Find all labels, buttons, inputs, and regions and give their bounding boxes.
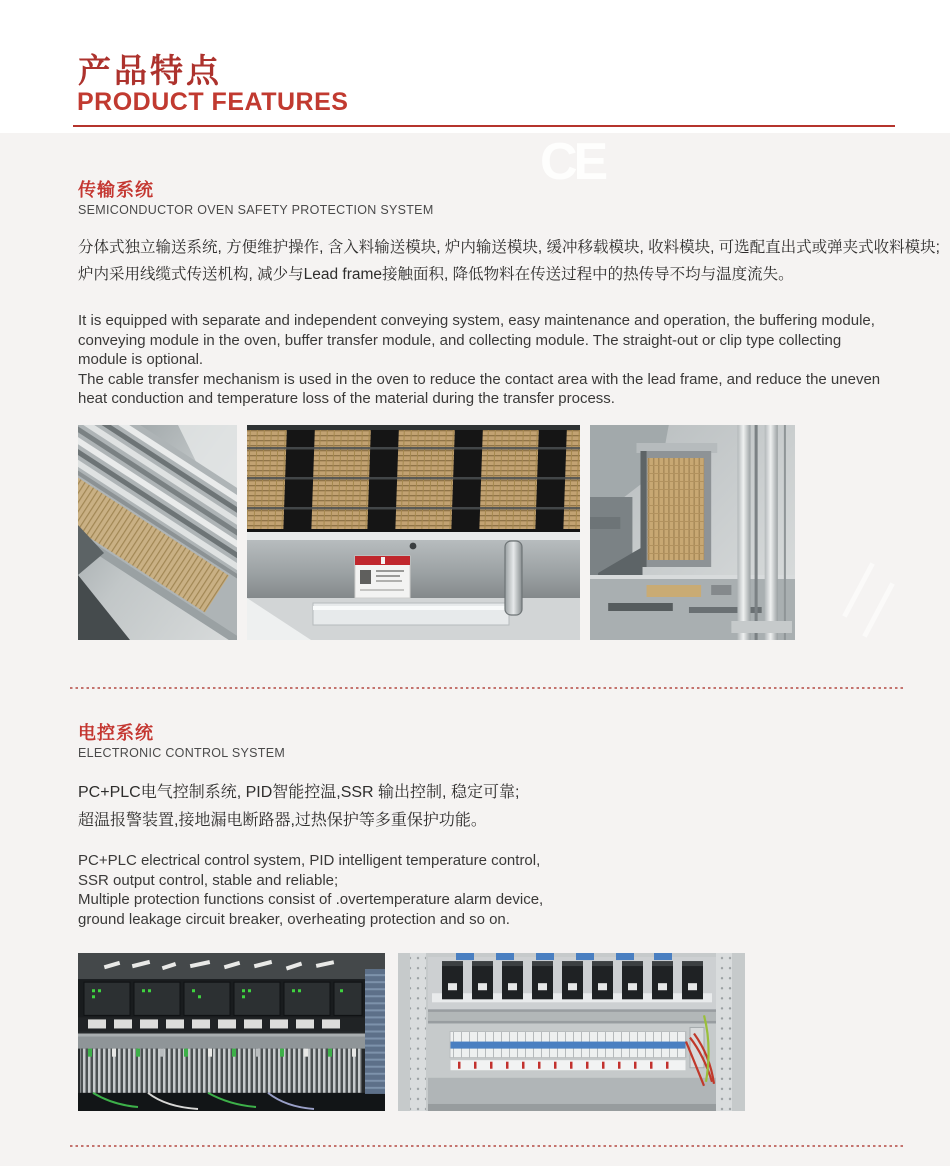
zh-line: 超温报警装置,接地漏电断路器,过热保护等多重保护功能。 — [78, 812, 487, 829]
conveyor-rails-photo-art — [78, 425, 237, 640]
conveyor-rails-photo — [78, 425, 237, 640]
oven-mesh-belt-photo — [247, 425, 580, 640]
section-transport-en-paragraph — [78, 311, 880, 409]
section-control-subtitle-en: ELECTRONIC CONTROL SYSTEM — [78, 746, 286, 760]
section-divider — [70, 687, 906, 689]
section-control-title-zh: 电控系统 — [78, 723, 154, 743]
en-line: The cable transfer mechanism is used in the oven to reduce the contact area with the lead frame, and reduce the uneven — [78, 370, 881, 388]
section-control-en-paragraph — [78, 851, 543, 929]
en-line: module is optional. — [78, 351, 204, 368]
oven-mesh-belt-photo-art — [247, 425, 580, 640]
section-transport-zh-paragraph — [78, 234, 940, 288]
breaker-terminal-panel-photo — [398, 953, 745, 1111]
zh-line: PC+PLC电气控制系统, PID智能控温,SSR 输出控制, 稳定可靠; — [78, 784, 520, 801]
zh-line: 分体式独立输送系统, 方便维护操作, 含入料输送模块, 炉内输送模块, 缓冲移载模块, 收料模块, 可选配直出式或弹夹式收料模块; — [78, 239, 940, 256]
page-title-zh: 产品特点 — [78, 52, 222, 89]
page-title-en: PRODUCT FEATURES — [77, 88, 349, 116]
watermark-slash-icon — [842, 562, 875, 617]
page-header — [0, 0, 950, 133]
plc-control-cabinet-photo — [78, 953, 385, 1111]
collecting-module-photo — [590, 425, 795, 640]
collecting-module-photo-art — [590, 425, 795, 640]
bottom-divider — [70, 1145, 906, 1147]
en-line: SSR output control, stable and reliable; — [78, 871, 339, 889]
en-line: conveying module in the oven, buffer transfer module, and collecting module. The straight-out or clip type collecting — [78, 331, 842, 349]
title-underline — [73, 125, 895, 127]
section-transport-subtitle-en: SEMICONDUCTOR OVEN SAFETY PROTECTION SYSTEM — [78, 203, 434, 217]
section-control-zh-paragraph — [78, 779, 519, 835]
plc-control-cabinet-photo-art — [78, 953, 385, 1111]
en-line: Multiple protection functions consist of .overtemperature alarm device, — [78, 891, 544, 908]
zh-line: 炉内采用线缆式传送机构, 减少与Lead frame接触面积, 降低物料在传送过程中的热传导不均与温度流失。 — [78, 266, 794, 283]
en-line: heat conduction and temperature loss of the material during the transfer process. — [78, 390, 615, 407]
ce-watermark: CE — [540, 133, 605, 191]
watermark-slash-icon — [862, 582, 895, 637]
section-transport-title-zh: 传输系统 — [78, 180, 154, 200]
breaker-terminal-panel-photo-art — [398, 953, 745, 1111]
en-line: It is equipped with separate and independent conveying system, easy maintenance and operation, the buffering module, — [78, 312, 875, 329]
en-line: ground leakage circuit breaker, overheating protection and so on. — [78, 910, 510, 928]
en-line: PC+PLC electrical control system, PID intelligent temperature control, — [78, 852, 541, 869]
